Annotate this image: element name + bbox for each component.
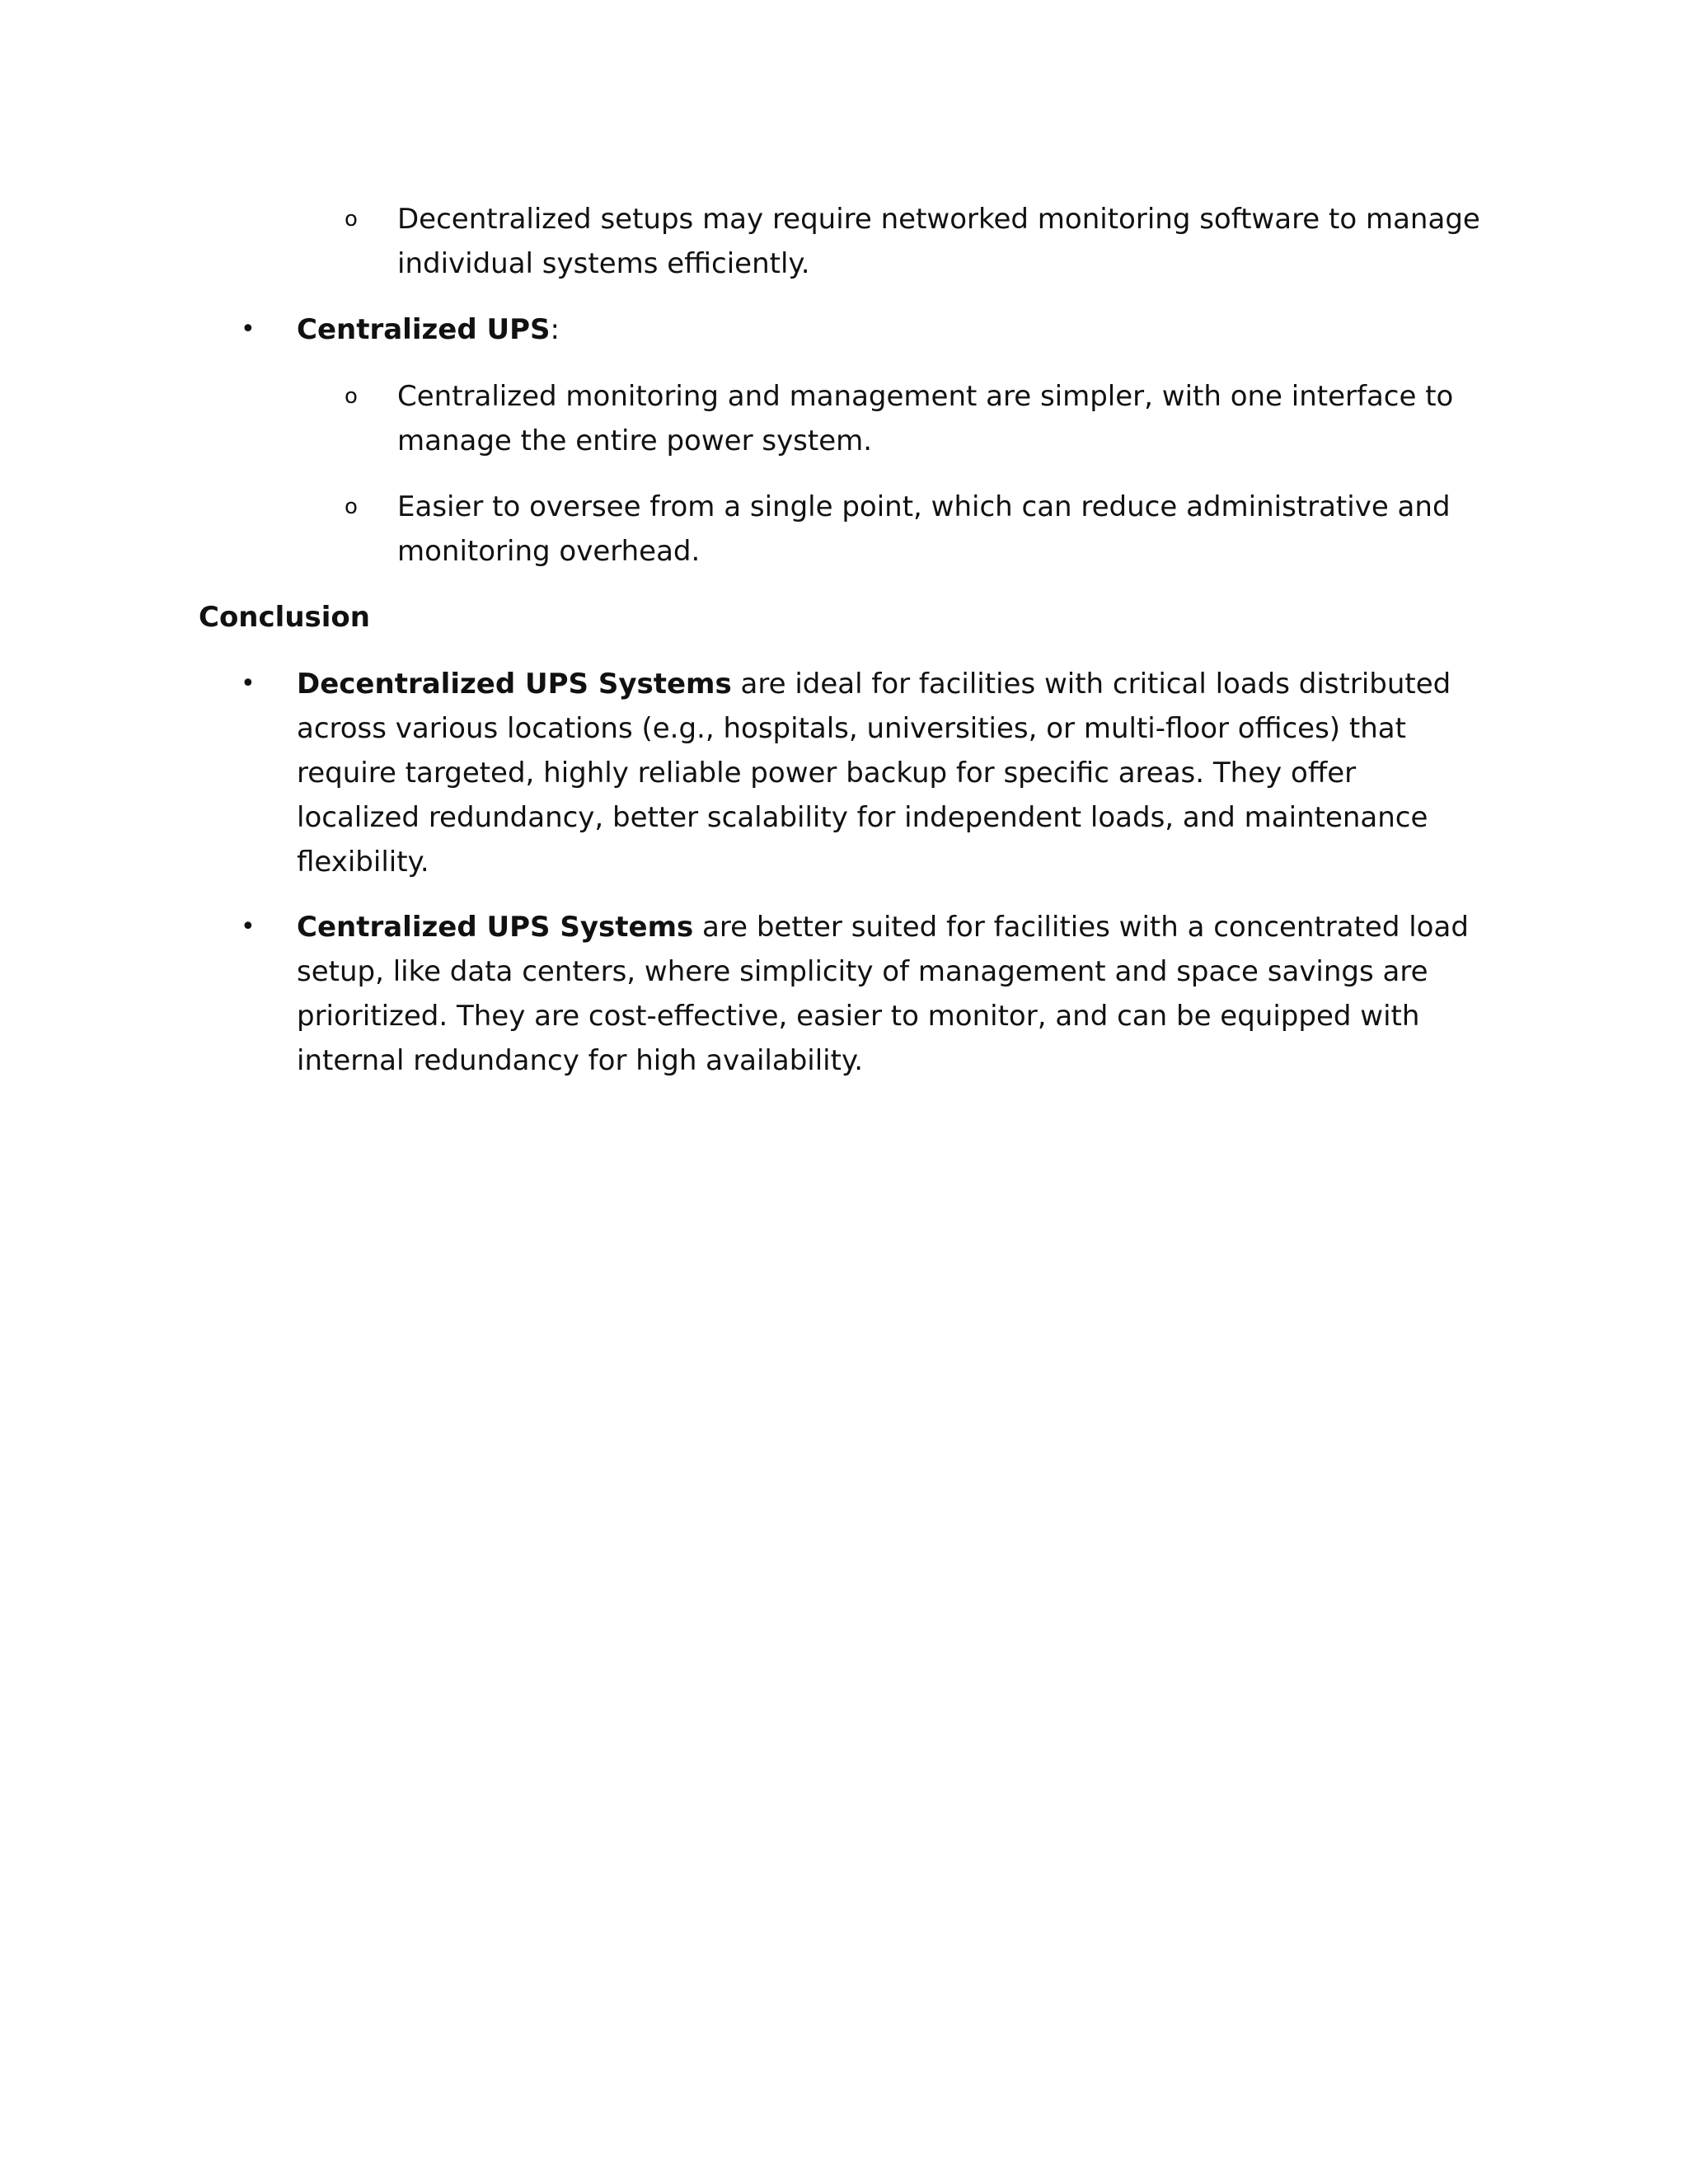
disc-bullet-icon: • bbox=[241, 315, 256, 344]
disc-bullet-icon: • bbox=[241, 912, 256, 941]
sub-list-item-text: Decentralized setups may require networked monitoring software to manage individual systems efficiently. bbox=[397, 203, 1480, 280]
list-item-text bbox=[297, 905, 1484, 1083]
section-heading-conclusion: Conclusion bbox=[199, 601, 370, 634]
list-item-label: Centralized UPS bbox=[297, 313, 551, 346]
list-item-body: are better suited for facilities with a concentrated load setup, like data centers, where simplicity of management and space savings are prioritized. They are cost-effective, easier to monitor, and can be equipped with internal redundancy for high availability. bbox=[297, 911, 1469, 1077]
list-item-bold-label: Decentralized UPS Systems bbox=[297, 668, 732, 701]
list-item-text bbox=[297, 662, 1484, 884]
list-item-text bbox=[297, 307, 1484, 352]
list-item-suffix: : bbox=[550, 313, 560, 346]
list-item-bold-label: Centralized UPS Systems bbox=[297, 911, 694, 944]
sub-list-item-text: Easier to oversee from a single point, which can reduce administrative and monitoring overhead. bbox=[397, 490, 1451, 568]
list-item-body: are ideal for facilities with critical loads distributed across various locations (e.g., hospitals, universities, or multi-floor offices) that require targeted, highly reliable power backup for specific areas. They offer localized redundancy, better scalability for independent loads, and maintenance flexibility. bbox=[297, 668, 1451, 879]
circle-bullet-icon: o bbox=[345, 384, 358, 409]
disc-bullet-icon: • bbox=[241, 669, 256, 698]
sub-list-item-text: Centralized monitoring and management are simpler, with one interface to manage the entire power system. bbox=[397, 380, 1454, 457]
circle-bullet-icon: o bbox=[345, 207, 358, 232]
circle-bullet-icon: o bbox=[345, 494, 358, 519]
